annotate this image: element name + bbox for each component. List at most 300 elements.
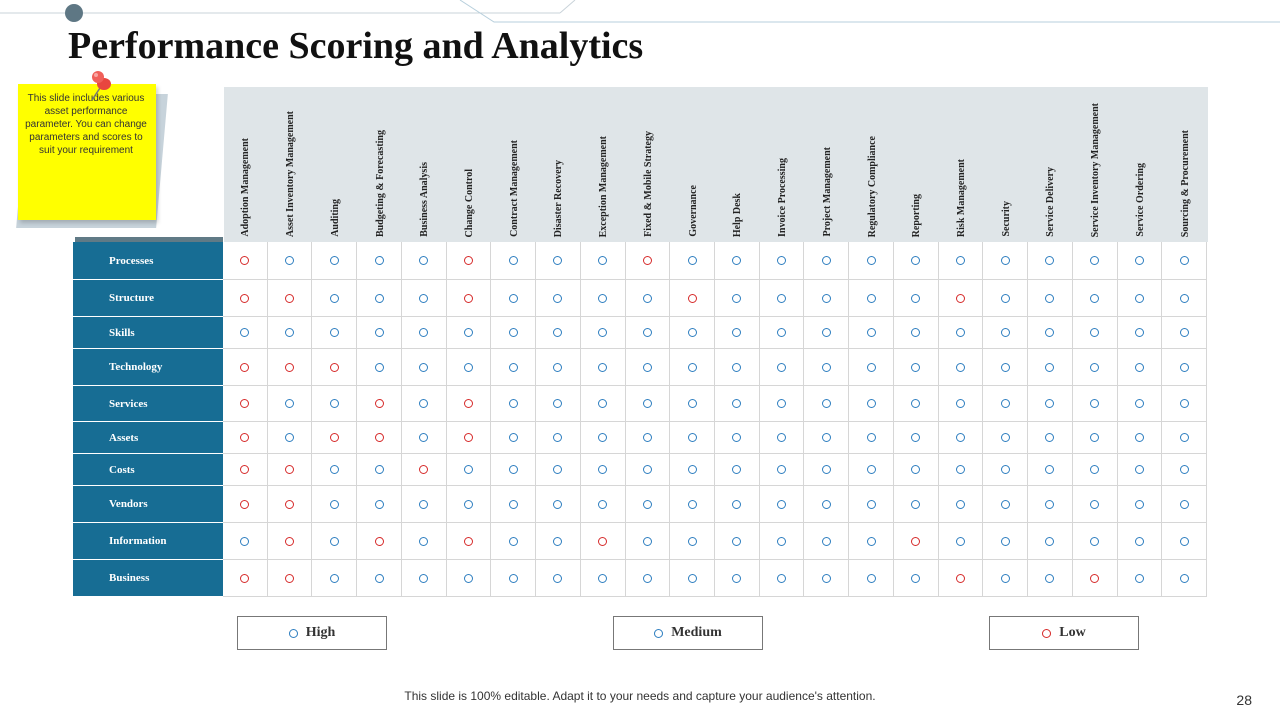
score-marker-blue [777, 465, 786, 474]
score-marker-blue [732, 433, 741, 442]
grid-cell [447, 560, 492, 597]
grid-cell [939, 523, 984, 560]
column-header [895, 92, 940, 237]
score-marker-blue [732, 500, 741, 509]
grid-cell [491, 454, 536, 486]
grid-cell [983, 523, 1028, 560]
legend-low-dot-icon [1042, 629, 1051, 638]
grid-cell [939, 386, 984, 422]
score-marker-blue [553, 465, 562, 474]
score-marker-blue [867, 433, 876, 442]
column-header [1163, 92, 1208, 237]
grid-cell [402, 454, 447, 486]
grid-cell [849, 422, 894, 454]
grid-cell [581, 317, 626, 349]
score-marker-blue [688, 574, 697, 583]
score-marker-blue [375, 294, 384, 303]
grid-cell [1118, 349, 1163, 386]
score-marker-blue [911, 465, 920, 474]
score-marker-blue [1180, 574, 1189, 583]
grid-cell [357, 486, 402, 523]
score-marker-red [285, 500, 294, 509]
score-marker-blue [1090, 500, 1099, 509]
score-marker-blue [330, 328, 339, 337]
score-marker-red [464, 537, 473, 546]
score-marker-blue [419, 363, 428, 372]
grid-cell [312, 242, 357, 280]
score-marker-red [375, 537, 384, 546]
score-marker-blue [598, 574, 607, 583]
grid-cell [312, 560, 357, 597]
grid-cell [491, 242, 536, 280]
score-marker-blue [732, 465, 741, 474]
score-marker-blue [643, 294, 652, 303]
score-marker-red [240, 256, 249, 265]
slide-title: Performance Scoring and Analytics [68, 25, 644, 67]
score-marker-blue [330, 465, 339, 474]
score-marker-blue [1045, 465, 1054, 474]
grid-cell [626, 317, 671, 349]
score-marker-blue [822, 399, 831, 408]
score-marker-blue [1045, 294, 1054, 303]
score-marker-blue [553, 537, 562, 546]
grid-cell [715, 486, 760, 523]
score-marker-blue [419, 500, 428, 509]
score-marker-blue [1045, 399, 1054, 408]
score-marker-blue [1135, 294, 1144, 303]
score-marker-blue [867, 294, 876, 303]
grid-cell [983, 349, 1028, 386]
grid-cell [1028, 317, 1073, 349]
legend-high-dot-icon [289, 629, 298, 638]
score-marker-blue [777, 256, 786, 265]
grid-cell [1073, 242, 1118, 280]
grid-cell [447, 349, 492, 386]
grid-cell [894, 280, 939, 317]
score-marker-blue [822, 256, 831, 265]
score-marker-blue [1090, 433, 1099, 442]
score-marker-blue [867, 256, 876, 265]
grid-cell [1162, 523, 1207, 560]
grid-cell [626, 242, 671, 280]
grid-cell [1118, 486, 1163, 523]
grid-cell [1118, 317, 1163, 349]
score-marker-blue [1180, 328, 1189, 337]
score-marker-red [1090, 574, 1099, 583]
grid-cell [715, 422, 760, 454]
score-marker-blue [1001, 256, 1010, 265]
grid-cell [715, 349, 760, 386]
grid-cell [804, 454, 849, 486]
grid-cell [402, 486, 447, 523]
grid-cell [223, 486, 268, 523]
grid-cell [670, 317, 715, 349]
grid-cell [312, 486, 357, 523]
grid-cell [536, 454, 581, 486]
column-header [492, 92, 537, 237]
score-marker-blue [240, 328, 249, 337]
score-marker-red [956, 294, 965, 303]
grid-cell [1028, 486, 1073, 523]
score-marker-blue [688, 537, 697, 546]
grid-cell [983, 317, 1028, 349]
grid-cell [268, 454, 313, 486]
grid-cell [804, 280, 849, 317]
score-marker-blue [911, 399, 920, 408]
grid-cell [581, 454, 626, 486]
score-marker-blue [509, 363, 518, 372]
grid-cell [849, 242, 894, 280]
score-marker-blue [375, 574, 384, 583]
score-marker-red [330, 363, 339, 372]
grid-cell [536, 422, 581, 454]
score-marker-blue [553, 294, 562, 303]
score-marker-blue [553, 433, 562, 442]
score-marker-blue [1180, 537, 1189, 546]
column-header [313, 92, 358, 237]
score-marker-blue [1135, 537, 1144, 546]
score-marker-blue [509, 537, 518, 546]
grid-cell [1028, 560, 1073, 597]
grid-cell [268, 349, 313, 386]
score-marker-red [240, 433, 249, 442]
grid-cell [670, 523, 715, 560]
grid-cell [447, 280, 492, 317]
score-marker-red [285, 574, 294, 583]
score-marker-blue [419, 537, 428, 546]
score-marker-red [911, 537, 920, 546]
grid-cell [626, 454, 671, 486]
grid-cell [804, 560, 849, 597]
score-marker-blue [1180, 363, 1189, 372]
score-marker-blue [1180, 433, 1189, 442]
score-marker-blue [598, 399, 607, 408]
grid-cell [804, 349, 849, 386]
score-marker-red [285, 294, 294, 303]
score-marker-blue [598, 433, 607, 442]
score-marker-blue [822, 433, 831, 442]
grid-cell [268, 242, 313, 280]
grid-cell [1162, 349, 1207, 386]
grid-cell [760, 349, 805, 386]
score-marker-blue [822, 328, 831, 337]
page-number: 28 [1236, 692, 1252, 708]
grid-cell [670, 242, 715, 280]
grid-cell [447, 454, 492, 486]
grid-cell [715, 280, 760, 317]
score-marker-blue [330, 574, 339, 583]
column-header [403, 92, 448, 237]
grid-cell [760, 242, 805, 280]
score-marker-blue [419, 574, 428, 583]
score-marker-blue [330, 537, 339, 546]
row-label: Skills [73, 317, 223, 349]
grid-cell [849, 560, 894, 597]
grid-cell [491, 560, 536, 597]
column-header [537, 92, 582, 237]
score-marker-blue [509, 500, 518, 509]
column-header-label: Disaster Recovery [553, 159, 565, 237]
score-marker-blue [867, 537, 876, 546]
score-marker-blue [822, 465, 831, 474]
score-marker-blue [956, 433, 965, 442]
grid-cell [447, 486, 492, 523]
score-marker-blue [867, 574, 876, 583]
grid-cell [357, 242, 402, 280]
grid-cell [894, 486, 939, 523]
grid-cell [939, 560, 984, 597]
score-marker-red [688, 294, 697, 303]
score-marker-blue [419, 433, 428, 442]
grid-cell [760, 386, 805, 422]
column-header-label: Fixed & Mobile Strategy [642, 131, 654, 237]
grid-cell [1028, 422, 1073, 454]
score-marker-red [330, 433, 339, 442]
grid-cell [223, 454, 268, 486]
grid-cell [581, 386, 626, 422]
grid-cell [626, 422, 671, 454]
grid-cell [715, 317, 760, 349]
score-marker-blue [822, 537, 831, 546]
grid-cell [804, 523, 849, 560]
score-marker-blue [777, 433, 786, 442]
grid-cell [1073, 560, 1118, 597]
grid-cell [357, 454, 402, 486]
column-header [627, 92, 672, 237]
grid-cell [760, 454, 805, 486]
grid-cell [536, 280, 581, 317]
grid-cell [939, 454, 984, 486]
grid-cell [447, 523, 492, 560]
grid-cell [312, 422, 357, 454]
score-marker-blue [1001, 363, 1010, 372]
grid-cell [357, 523, 402, 560]
score-marker-blue [1001, 433, 1010, 442]
score-marker-blue [464, 500, 473, 509]
grid-cell [894, 523, 939, 560]
column-header [671, 92, 716, 237]
column-header [269, 92, 314, 237]
column-header-label: Contract Management [508, 140, 520, 237]
grid-cell [581, 422, 626, 454]
grid-cell [715, 560, 760, 597]
score-marker-blue [1135, 256, 1144, 265]
grid-cell [536, 386, 581, 422]
score-marker-blue [643, 363, 652, 372]
grid-cell [357, 280, 402, 317]
score-marker-blue [285, 399, 294, 408]
score-marker-blue [911, 294, 920, 303]
score-marker-blue [643, 574, 652, 583]
grid-cell [1118, 386, 1163, 422]
grid-cell [670, 349, 715, 386]
score-marker-blue [822, 500, 831, 509]
grid-cell [760, 317, 805, 349]
grid-cell [849, 349, 894, 386]
grid-cell [357, 317, 402, 349]
grid-cell [223, 386, 268, 422]
grid-cell [670, 454, 715, 486]
grid-cell [312, 454, 357, 486]
score-marker-red [464, 399, 473, 408]
grid-cell [670, 386, 715, 422]
score-marker-blue [1090, 328, 1099, 337]
grid-cell [312, 317, 357, 349]
grid-cell [402, 422, 447, 454]
score-marker-blue [598, 500, 607, 509]
score-marker-blue [688, 465, 697, 474]
column-header [582, 92, 627, 237]
score-marker-blue [643, 399, 652, 408]
score-marker-blue [419, 399, 428, 408]
score-marker-blue [375, 363, 384, 372]
score-marker-blue [375, 500, 384, 509]
column-header [984, 92, 1029, 237]
grid-cell [1162, 454, 1207, 486]
grid-cell [268, 386, 313, 422]
grid-cell [536, 523, 581, 560]
grid-cell [536, 560, 581, 597]
grid-cell [223, 242, 268, 280]
grid-cell [849, 454, 894, 486]
score-marker-red [240, 294, 249, 303]
grid-cell [491, 523, 536, 560]
row-label: Vendors [73, 486, 223, 523]
grid-cell [312, 280, 357, 317]
grid-cell [1118, 422, 1163, 454]
grid-cell [939, 317, 984, 349]
grid-cell [357, 386, 402, 422]
grid-cell [894, 317, 939, 349]
grid-cell [491, 317, 536, 349]
grid-cell [939, 349, 984, 386]
score-marker-blue [777, 537, 786, 546]
grid-cell [849, 486, 894, 523]
score-marker-blue [777, 328, 786, 337]
sticky-note-text: This slide includes various asset performance parameter. You can change parameters and scores to suit your requirement [25, 93, 147, 156]
score-marker-blue [1001, 399, 1010, 408]
column-header [716, 92, 761, 237]
row-label: Business [73, 560, 223, 597]
score-marker-blue [822, 574, 831, 583]
grid-cell [1073, 280, 1118, 317]
grid-cell [536, 242, 581, 280]
grid-cell [760, 486, 805, 523]
column-header-label: Security [1000, 201, 1012, 237]
score-marker-blue [732, 537, 741, 546]
score-marker-blue [509, 465, 518, 474]
score-marker-blue [1180, 294, 1189, 303]
score-marker-red [240, 399, 249, 408]
grid-cell [1073, 422, 1118, 454]
grid-cell [1028, 242, 1073, 280]
grid-cell [983, 454, 1028, 486]
grid-cell [626, 349, 671, 386]
grid-cell [357, 349, 402, 386]
score-marker-blue [822, 363, 831, 372]
score-marker-red [240, 500, 249, 509]
grid-cell [715, 523, 760, 560]
score-marker-blue [598, 328, 607, 337]
grid-cell [894, 349, 939, 386]
grid-cell [223, 317, 268, 349]
column-header-label: Project Management [821, 147, 833, 237]
score-marker-blue [777, 294, 786, 303]
score-marker-blue [464, 363, 473, 372]
column-header-label: Adoption Management [240, 138, 252, 237]
grid-cell [670, 422, 715, 454]
grid-cell [626, 523, 671, 560]
grid-cell [491, 386, 536, 422]
grid-cell [760, 280, 805, 317]
score-marker-blue [598, 294, 607, 303]
score-marker-blue [330, 256, 339, 265]
grid-cell [1162, 486, 1207, 523]
score-marker-blue [1135, 399, 1144, 408]
grid-cell [849, 317, 894, 349]
grid-cell [581, 523, 626, 560]
score-marker-blue [911, 328, 920, 337]
score-marker-red [464, 256, 473, 265]
column-header-label: Regulatory Compliance [866, 135, 878, 237]
score-marker-blue [688, 433, 697, 442]
grid-cell [536, 349, 581, 386]
score-marker-blue [1001, 574, 1010, 583]
grid-cell [223, 560, 268, 597]
grid-cell [1162, 386, 1207, 422]
score-marker-blue [911, 256, 920, 265]
grid-cell [1162, 560, 1207, 597]
grid-cell [223, 422, 268, 454]
grid-cell [402, 280, 447, 317]
grid-cell [312, 386, 357, 422]
grid-cell [939, 422, 984, 454]
legend-medium [613, 616, 763, 650]
score-marker-blue [1001, 465, 1010, 474]
score-marker-blue [240, 537, 249, 546]
column-header-label: Service Inventory Management [1090, 102, 1102, 237]
row-label: Services [73, 386, 223, 422]
grid-cell [581, 280, 626, 317]
score-marker-blue [1135, 328, 1144, 337]
grid-cell [849, 280, 894, 317]
grid-cell [1162, 317, 1207, 349]
score-marker-red [956, 574, 965, 583]
grid-cell [939, 280, 984, 317]
grid-cell [357, 560, 402, 597]
score-marker-blue [688, 256, 697, 265]
column-header-label: Budgeting & Forecasting [374, 129, 386, 237]
score-marker-red [464, 433, 473, 442]
score-marker-blue [643, 465, 652, 474]
column-header-label: Service Delivery [1045, 167, 1057, 237]
grid-cell [1073, 523, 1118, 560]
score-marker-blue [867, 500, 876, 509]
column-header-label: Help Desk [732, 192, 744, 237]
grid-cell [715, 242, 760, 280]
score-marker-blue [732, 256, 741, 265]
grid-cell [804, 317, 849, 349]
grid-cell [939, 486, 984, 523]
grid-cell [626, 386, 671, 422]
score-marker-blue [867, 328, 876, 337]
grid-cell [804, 486, 849, 523]
grid-cell [581, 349, 626, 386]
grid-cell [268, 422, 313, 454]
grid-cell [715, 386, 760, 422]
grid-cell [581, 242, 626, 280]
score-marker-red [240, 363, 249, 372]
